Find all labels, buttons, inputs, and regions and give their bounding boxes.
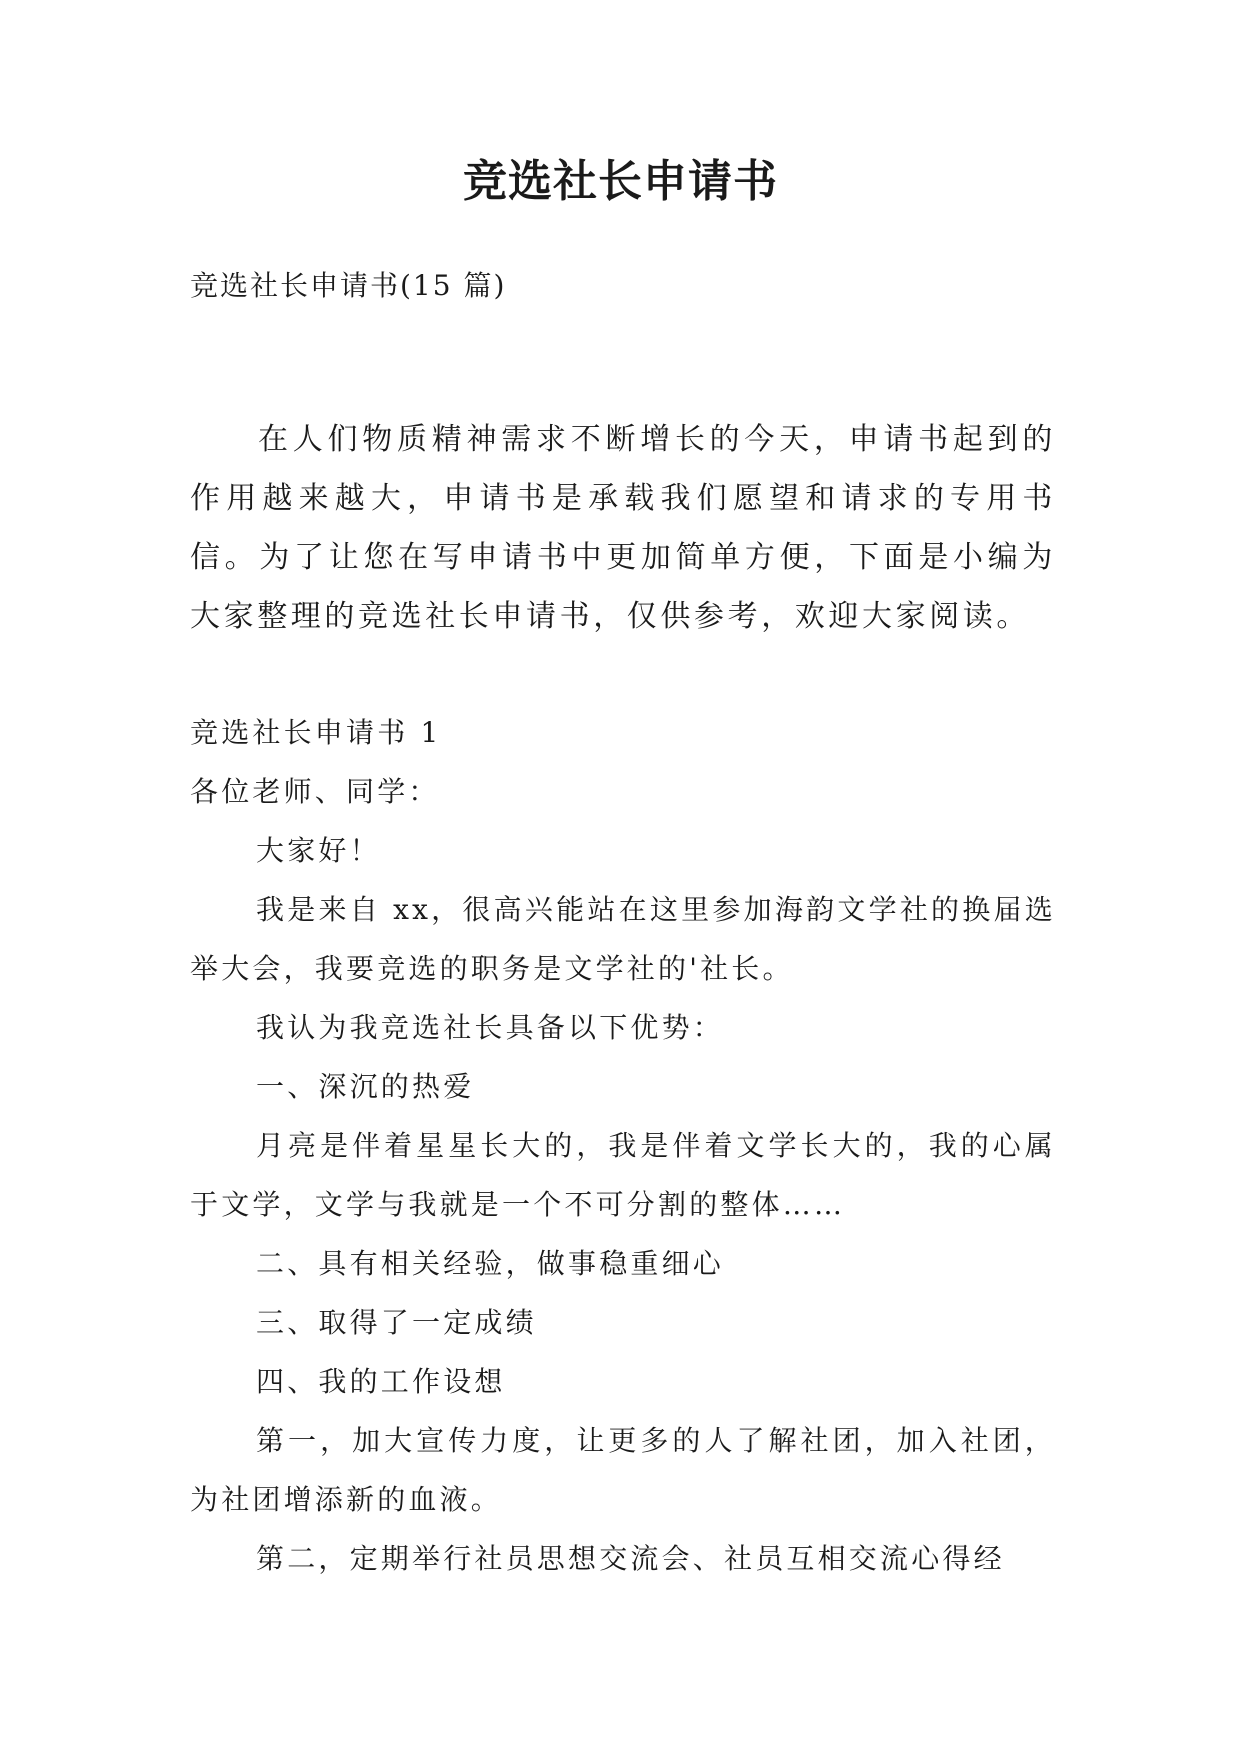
paragraph-plan-first: 第一，加大宣传力度，让更多的人了解社团，加入社团，为社团增添新的血液。 xyxy=(190,1424,1056,1516)
document-subtitle: 竞选社长申请书(15 篇) xyxy=(190,269,507,302)
list-item-work-plan: 四、我的工作设想 xyxy=(256,1365,506,1398)
document-title: 竞选社长申请书 xyxy=(463,156,778,207)
paragraph-greeting: 大家好！ xyxy=(256,834,381,867)
salutation: 各位老师、同学： xyxy=(190,775,440,808)
section-heading: 竞选社长申请书 1 xyxy=(190,716,442,749)
intro-paragraph: 在人们物质精神需求不断增长的今天，申请书起到的作用越来越大，申请书是承载我们愿望和请求的专用书信。为了让您在写申请书中更加简单方便，下面是小编为大家整理的竞选社长申请书，仅供参考，欢迎大家阅读。 xyxy=(190,422,1056,634)
list-item-experience: 二、具有相关经验，做事稳重细心 xyxy=(256,1247,725,1280)
list-item-achievements: 三、取得了一定成绩 xyxy=(256,1306,537,1339)
paragraph-passion-detail: 月亮是伴着星星长大的，我是伴着文学长大的，我的心属于文学，文学与我就是一个不可分割的整体…… xyxy=(190,1129,1056,1221)
paragraph-introduction: 我是来自 xx，很高兴能站在这里参加海韵文学社的换届选举大会，我要竞选的职务是文学社的'社长。 xyxy=(190,893,1056,985)
paragraph-plan-second: 第二，定期举行社员思想交流会、社员互相交流心得经 xyxy=(256,1542,1005,1575)
paragraph-advantages-lead: 我认为我竞选社长具备以下优势： xyxy=(256,1011,725,1044)
list-item-passion: 一、深沉的热爱 xyxy=(256,1070,475,1103)
letter-body xyxy=(190,703,1056,1588)
